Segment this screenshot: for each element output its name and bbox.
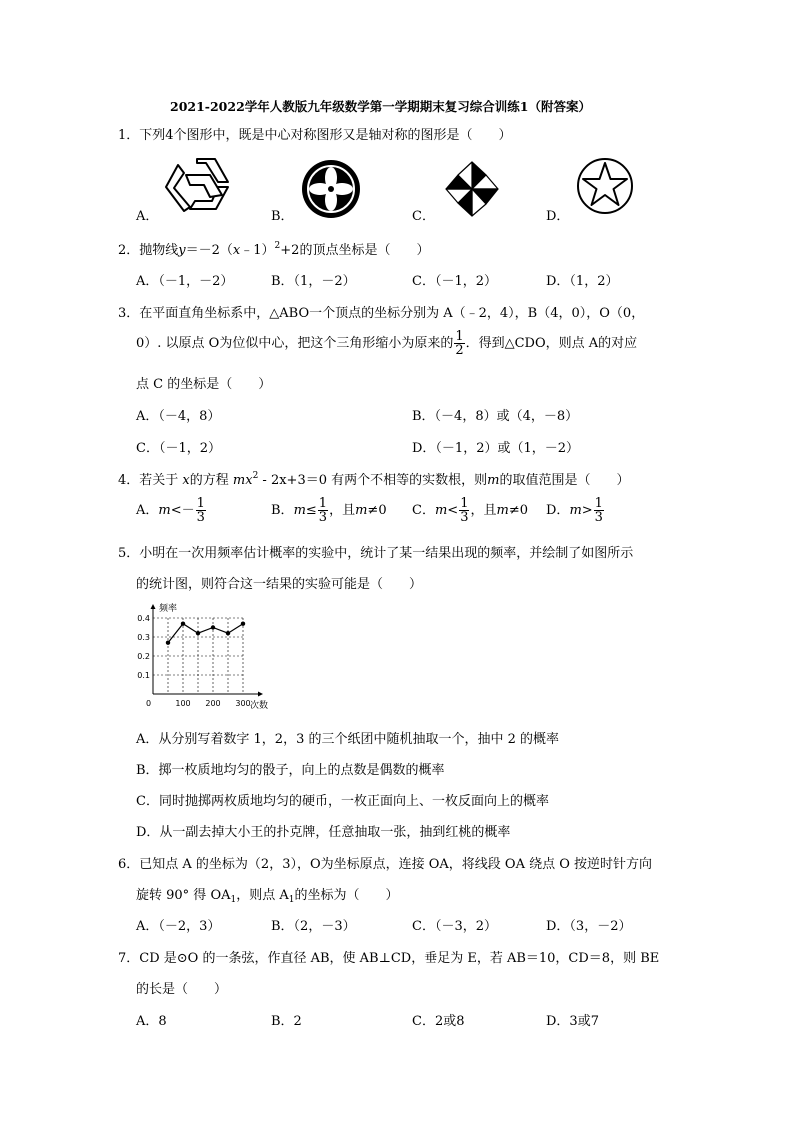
pinwheel-icon bbox=[440, 158, 504, 220]
y-tick-label: 0.1 bbox=[137, 671, 150, 680]
x-axis-label: 次数 bbox=[250, 701, 269, 711]
x-axis-arrow bbox=[258, 692, 263, 697]
question-1-stem: 1．下列4个图形中，既是中心对称图形又是轴对称的图形是（ ） bbox=[118, 128, 512, 143]
q7-option-d: D．3或7 bbox=[546, 1014, 599, 1029]
q1-option-d: D． bbox=[546, 209, 570, 224]
triangle-arrows-icon bbox=[160, 155, 235, 220]
x-tick-label: 100 bbox=[175, 699, 191, 708]
q2-option-a: A．（－1，－2） bbox=[136, 274, 234, 289]
x-tick-label: 200 bbox=[205, 699, 221, 708]
q2-option-c: C．（－1，2） bbox=[412, 274, 497, 289]
q5-option-c: C．同时抛掷两枚质地均匀的硬币，一枚正面向上、一枚反面向上的概率 bbox=[136, 794, 549, 809]
frequency-series-line bbox=[168, 624, 243, 643]
question-2-stem: 2．抛物线y＝－2（x﹣1）$^2$+2的顶点坐标是（ ） bbox=[118, 241, 430, 258]
data-point bbox=[181, 622, 185, 626]
q5-option-d: D．从一副去掉大小王的扑克牌，任意抽取一张，抽到红桃的概率 bbox=[136, 825, 511, 840]
q6-option-c: C．（－3，2） bbox=[412, 919, 497, 934]
y-tick-label: 0.2 bbox=[137, 652, 150, 661]
q1-option-b: B． bbox=[271, 209, 294, 224]
y-tick-label: 0.3 bbox=[137, 633, 150, 642]
origin-label: 0 bbox=[146, 699, 152, 708]
q6-option-a: A．（－2，3） bbox=[136, 919, 221, 934]
fraction-one-half: $\frac{1}{2}$ bbox=[455, 329, 464, 358]
y-tick-label: 0.4 bbox=[137, 614, 150, 623]
q7-option-c: C．2或8 bbox=[412, 1014, 465, 1029]
data-point bbox=[166, 641, 170, 645]
question-6-line-1: 6．已知点 A 的坐标为（2，3），O为坐标原点，连接 OA，将线段 OA 绕点 O 按逆时针方向 bbox=[118, 857, 653, 872]
q3-option-d: D．（－1，2）或（1，－2） bbox=[412, 441, 580, 456]
question-5-line-1: 5．小明在一次用频率估计概率的实验中，统计了某一结果出现的频率，并绘制了如图所示 bbox=[118, 546, 634, 561]
q7-option-b: B．2 bbox=[271, 1014, 302, 1029]
q3-option-a: A．（－4，8） bbox=[136, 409, 221, 424]
q6-option-b: B．（2，－3） bbox=[271, 919, 356, 934]
q5-option-b: B．掷一枚质地均匀的骰子，向上的点数是偶数的概率 bbox=[136, 763, 445, 778]
question-3-line-3: 点 C 的坐标是（ ） bbox=[136, 377, 272, 392]
q6-option-d: D．（3，－2） bbox=[546, 919, 632, 934]
page-title: 2021-2022学年人教版九年级数学第一学期期末复习综合训练1（附答案） bbox=[170, 99, 591, 114]
q1-option-c: C． bbox=[412, 209, 435, 224]
q7-option-a: A．8 bbox=[136, 1014, 167, 1029]
question-7-line-1: 7．CD 是⊙O 的一条弦，作直径 AB，使 AB⊥CD，垂足为 E，若 AB＝10，CD＝8，则 BE bbox=[118, 951, 660, 966]
q1-option-a: A． bbox=[136, 209, 159, 224]
q4-option-a: A．m<－ $\frac{1}{3}$ bbox=[136, 496, 205, 525]
question-7-line-2: 的长是（ ） bbox=[136, 982, 228, 997]
q2-option-b: B．（1，－2） bbox=[271, 274, 356, 289]
q4-option-c: C．m< $\frac{1}{3}$ ，且m≠0 bbox=[412, 496, 528, 525]
q4-option-d: D．m> $\frac{1}{3}$ bbox=[546, 496, 603, 525]
data-point bbox=[241, 622, 245, 626]
question-5-line-2: 的统计图，则符合这一结果的实验可能是（ ） bbox=[136, 577, 423, 592]
star-in-circle-icon bbox=[576, 157, 634, 215]
question-3-line-1: 3．在平面直角坐标系中，△ABO一个顶点的坐标分别为 A（﹣2，4），B（4，0），O（0， bbox=[118, 306, 645, 321]
question-6-line-2: 旋转 90° 得 $OA_1$，则点 $A_1$的坐标为（ ） bbox=[136, 888, 399, 905]
data-point bbox=[226, 631, 230, 635]
q5-option-a: A．从分别写着数字 1，2，3 的三个纸团中随机抽取一个，抽中 2 的概率 bbox=[136, 732, 560, 747]
question-3-line-2: 0）. 以原点 O为位似中心，把这个三角形缩小为原来的 $\frac{1}{2}$ ．得到△CDO，则点 A的对应 bbox=[136, 329, 638, 358]
y-axis-label: 频率 bbox=[159, 604, 178, 614]
q3-option-b: B．（－4，8）或（4，－8） bbox=[412, 409, 579, 424]
q3-option-c: C．（－1，2） bbox=[136, 441, 221, 456]
data-point bbox=[196, 631, 200, 635]
q4-option-b: B．m≤ $\frac{1}{3}$ ，且m≠0 bbox=[271, 496, 387, 525]
q2-option-d: D．（1，2） bbox=[546, 274, 619, 289]
four-petal-circle-icon bbox=[300, 158, 362, 220]
frequency-line-chart bbox=[134, 600, 284, 712]
data-point bbox=[211, 625, 215, 629]
y-axis-arrow bbox=[151, 604, 156, 609]
x-tick-label: 300 bbox=[235, 699, 251, 708]
question-4-stem: 4．若关于 x的方程 $mx^2 - 2x+3=0$ 有两个不相等的实数根，则m的取值范围是（ ） bbox=[118, 471, 630, 488]
